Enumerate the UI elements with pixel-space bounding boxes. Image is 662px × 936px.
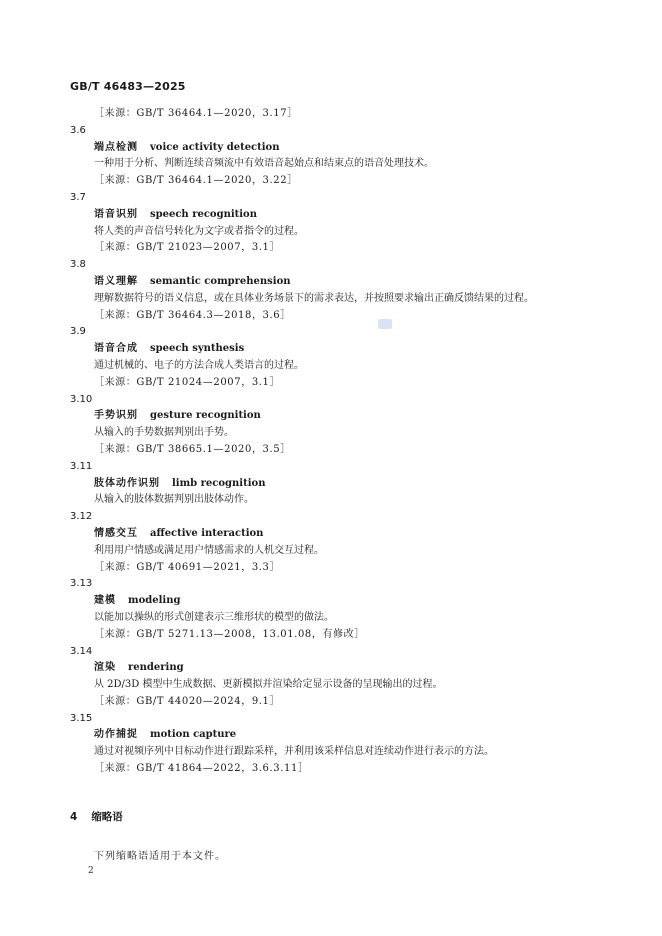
entry-definition: 将人类的声音信号转化为文字或者指令的过程。 [94,225,304,237]
term-zh: 端点检测 [94,141,138,153]
entry-number: 3.13 [70,578,93,590]
standard-code: GB/T 46483—2025 [70,80,186,93]
term-zh: 动作捕捉 [94,729,138,741]
entry-term [70,140,610,157]
entry-definition: 一种用于分析、判断连续音频流中有效语音起始点和结束点的语音处理技术。 [94,158,434,170]
entry-number: 3.15 [70,712,93,724]
entry-definition: 理解数据符号的语义信息，或在具体业务场景下的需求表达，并按照要求输出正确反馈结果的过程。 [94,292,534,304]
entry-definition: 从输入的肢体数据判别出肢体动作。 [94,494,254,506]
section-number: 4 [70,811,78,823]
term-entry [70,711,610,778]
term-en: voice activity detection [150,141,280,153]
source-reference: ［来源：GB/T 36464.3—2018，3.6］ [94,309,291,321]
term-entry [70,459,610,509]
term-en: rendering [128,662,184,674]
entry-term [70,727,610,744]
source-reference: ［来源：GB/T 38665.1—2020，3.5］ [94,443,291,455]
entry-definition: 利用用户情感或满足用户情感需求的人机交互过程。 [94,544,324,556]
entry-term [70,207,610,224]
entry-definition: 通过机械的、电子的方法合成人类语言的过程。 [94,359,304,371]
page-number: 2 [88,866,94,876]
entry-number: 3.7 [70,191,86,203]
term-en: gesture recognition [150,410,261,422]
source-reference: ［来源：GB/T 40691—2021，3.3］ [94,561,281,573]
watermark-mark [378,319,392,329]
term-zh: 肢体动作识别 [94,477,160,489]
term-zh: 渲染 [94,662,116,674]
entry-definition: 从 2D/3D 模型中生成数据、更新模拟并渲染给定显示设备的呈现输出的过程。 [94,679,443,691]
entry-number: 3.12 [70,511,93,523]
entry-number: 3.6 [70,124,86,136]
term-entry [70,324,610,391]
terms-content [70,106,610,778]
source-reference: ［来源：GB/T 21023—2007，3.1］ [94,242,281,254]
entry-number: 3.14 [70,645,93,657]
source-reference: ［来源：GB/T 5271.13—2008，13.01.08，有修改］ [94,628,365,640]
term-entry [70,644,610,711]
entry-term [70,660,610,677]
source-reference: ［来源：GB/T 21024—2007，3.1］ [94,376,281,388]
entry-term [70,408,610,425]
term-zh: 建模 [94,595,116,607]
term-entry [70,509,610,576]
entry-definition: 从输入的手势数据判别出手势。 [94,427,234,439]
entry-term [70,476,610,493]
term-en: semantic comprehension [150,275,291,287]
entry-term [70,593,610,610]
source-reference: ［来源：GB/T 44020—2024，9.1］ [94,695,281,707]
term-zh: 语音识别 [94,208,138,220]
entry-number: 3.8 [70,259,86,271]
term-en: speech synthesis [150,343,245,355]
term-en: speech recognition [150,208,257,220]
term-en: affective interaction [150,527,264,539]
term-zh: 情感交互 [94,527,138,539]
term-zh: 手势识别 [94,410,138,422]
entry-definition: 以能加以操纵的形式创建表示三维形状的模型的做法。 [94,611,334,623]
entry-term [70,341,610,358]
section-paragraph: 下列缩略语适用于本文件。 [94,851,226,862]
term-en: modeling [128,595,181,607]
entry-number: 3.9 [70,326,86,338]
source-reference: ［来源：GB/T 36464.1—2020，3.22］ [94,175,298,187]
term-entry [70,257,610,324]
term-entry [70,190,610,257]
section-heading [70,809,123,824]
source-reference: ［来源：GB/T 36464.1—2020，3.17］ [94,108,298,119]
term-entry [70,576,610,643]
entry-term [70,274,610,291]
entry-number: 3.11 [70,460,93,472]
section-title: 缩略语 [91,811,123,823]
term-zh: 语义理解 [94,275,138,287]
term-en: motion capture [150,729,237,741]
entry-definition: 通过对视频序列中目标动作进行跟踪采样，并利用该采样信息对连续动作进行表示的方法。 [94,746,494,758]
source-reference: ［来源：GB/T 41864—2022，3.6.3.11］ [94,763,309,775]
entry-number: 3.10 [70,393,93,405]
term-zh: 语音合成 [94,343,138,355]
entry-term [70,526,610,543]
term-entry [70,392,610,459]
term-entry [70,123,610,190]
term-en: limb recognition [172,477,266,489]
